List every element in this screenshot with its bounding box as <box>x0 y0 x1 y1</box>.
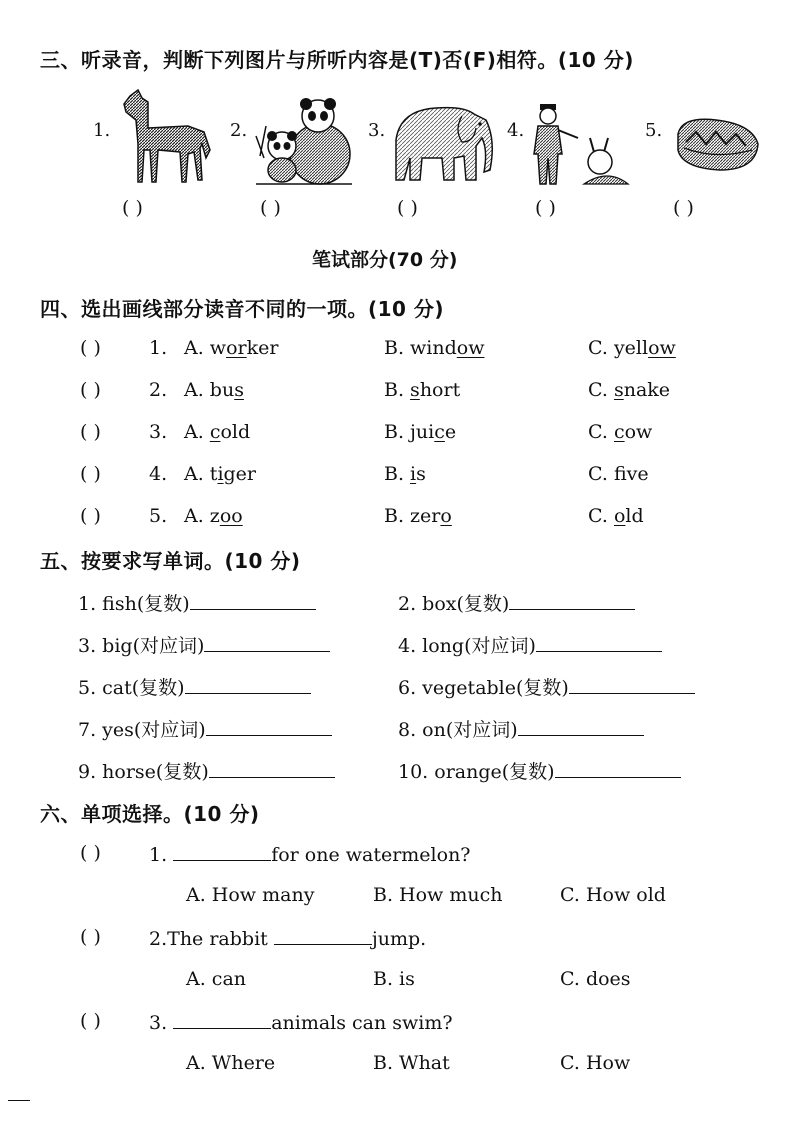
option-b: B. is <box>384 463 426 485</box>
answer-blank[interactable] <box>518 717 644 736</box>
answer-blank[interactable] <box>209 759 335 778</box>
answer-paren[interactable]: ( ) <box>80 463 101 485</box>
answer-paren[interactable]: ( ) <box>397 197 418 219</box>
option-a: A. Where <box>186 1052 276 1074</box>
answer-paren[interactable]: ( ) <box>80 337 101 359</box>
answer-blank[interactable] <box>555 759 681 778</box>
section4-heading: 四、选出画线部分读音不同的一项。(10 分) <box>40 297 445 321</box>
answer-blank[interactable] <box>185 675 311 694</box>
answer-blank[interactable] <box>190 591 316 610</box>
option-a: A. How many <box>186 884 315 906</box>
option-c: C. fve <box>588 463 649 485</box>
answer-paren[interactable]: ( ) <box>80 842 101 864</box>
option-a: A. can <box>186 968 247 990</box>
page-edge-mark <box>8 1100 30 1101</box>
option-c: C. does <box>560 968 631 990</box>
option-a: A. bus <box>184 379 244 401</box>
answer-paren[interactable]: ( ) <box>260 197 281 219</box>
answer-blank[interactable] <box>206 717 332 736</box>
answer-paren[interactable]: ( ) <box>80 421 101 443</box>
word-task: 10. orange(复数) <box>398 757 681 784</box>
word-task: 8. on(对应词) <box>398 715 644 742</box>
section6-heading: 六、单项选择。(10 分) <box>40 802 260 826</box>
option-b: B. window <box>384 337 485 359</box>
option-b: B. What <box>373 1052 450 1074</box>
elephant-icon <box>390 100 500 186</box>
word-task: 7. yes(对应词) <box>78 715 332 742</box>
option-c: C. How old <box>560 884 666 906</box>
answer-blank[interactable] <box>173 1010 271 1029</box>
option-c: C. old <box>588 505 644 527</box>
picture-number: 1. <box>93 120 111 141</box>
word-task: 1. fish(复数) <box>78 589 316 616</box>
option-c: C. yellow <box>588 337 676 359</box>
option-a: A. cold <box>184 421 251 443</box>
question-number: 2. <box>149 379 168 401</box>
option-c: C. How <box>560 1052 631 1074</box>
answer-paren[interactable]: ( ) <box>80 1010 101 1032</box>
question-stem: 1. for one watermelon? <box>149 844 471 866</box>
option-c: C. cow <box>588 421 653 443</box>
panda-icon <box>252 96 356 188</box>
question-number: 4. <box>149 463 168 485</box>
option-a: A. worker <box>184 337 279 359</box>
answer-blank[interactable] <box>509 591 635 610</box>
option-b: B. juice <box>384 421 457 443</box>
picture-number: 5. <box>645 120 663 141</box>
answer-blank[interactable] <box>173 842 271 861</box>
option-c: C. snake <box>588 379 671 401</box>
answer-paren[interactable]: ( ) <box>80 505 101 527</box>
question-stem: 2.The rabbit jump. <box>149 928 427 950</box>
word-task: 9. horse(复数) <box>78 757 335 784</box>
option-a: A. zoo <box>184 505 243 527</box>
answer-blank[interactable] <box>536 633 662 652</box>
question-number: 5. <box>149 505 168 527</box>
option-b: B. zero <box>384 505 452 527</box>
option-b: B. is <box>373 968 415 990</box>
picture-number: 3. <box>368 120 386 141</box>
question-stem: 3. animals can swim? <box>149 1012 453 1034</box>
question-number: 3. <box>149 421 168 443</box>
section3-heading: 三、听录音，判断下列图片与所听内容是(T)否(F)相符。(10 分) <box>40 48 634 72</box>
picture-number: 4. <box>507 120 525 141</box>
answer-paren[interactable]: ( ) <box>80 926 101 948</box>
option-b: B. short <box>384 379 461 401</box>
word-task: 2. box(复数) <box>398 589 635 616</box>
question-number: 1. <box>149 337 168 359</box>
option-b: B. How much <box>373 884 503 906</box>
answer-blank[interactable] <box>274 926 372 945</box>
written-part-title: 笔试部分(70 分) <box>312 249 458 271</box>
word-task: 4. long(对应词) <box>398 631 662 658</box>
answer-blank[interactable] <box>569 675 695 694</box>
hotdog-icon <box>672 114 762 176</box>
section5-heading: 五、按要求写单词。(10 分) <box>40 549 301 573</box>
word-task: 6. vegetable(复数) <box>398 673 695 700</box>
farmer-rabbit-icon <box>528 98 634 190</box>
answer-paren[interactable]: ( ) <box>122 197 143 219</box>
answer-paren[interactable]: ( ) <box>535 197 556 219</box>
word-task: 5. cat(复数) <box>78 673 311 700</box>
answer-paren[interactable]: ( ) <box>673 197 694 219</box>
option-a: A. tiger <box>184 463 257 485</box>
answer-blank[interactable] <box>204 633 330 652</box>
horse-icon <box>118 88 214 188</box>
picture-number: 2. <box>230 120 248 141</box>
answer-paren[interactable]: ( ) <box>80 379 101 401</box>
word-task: 3. big(对应词) <box>78 631 330 658</box>
